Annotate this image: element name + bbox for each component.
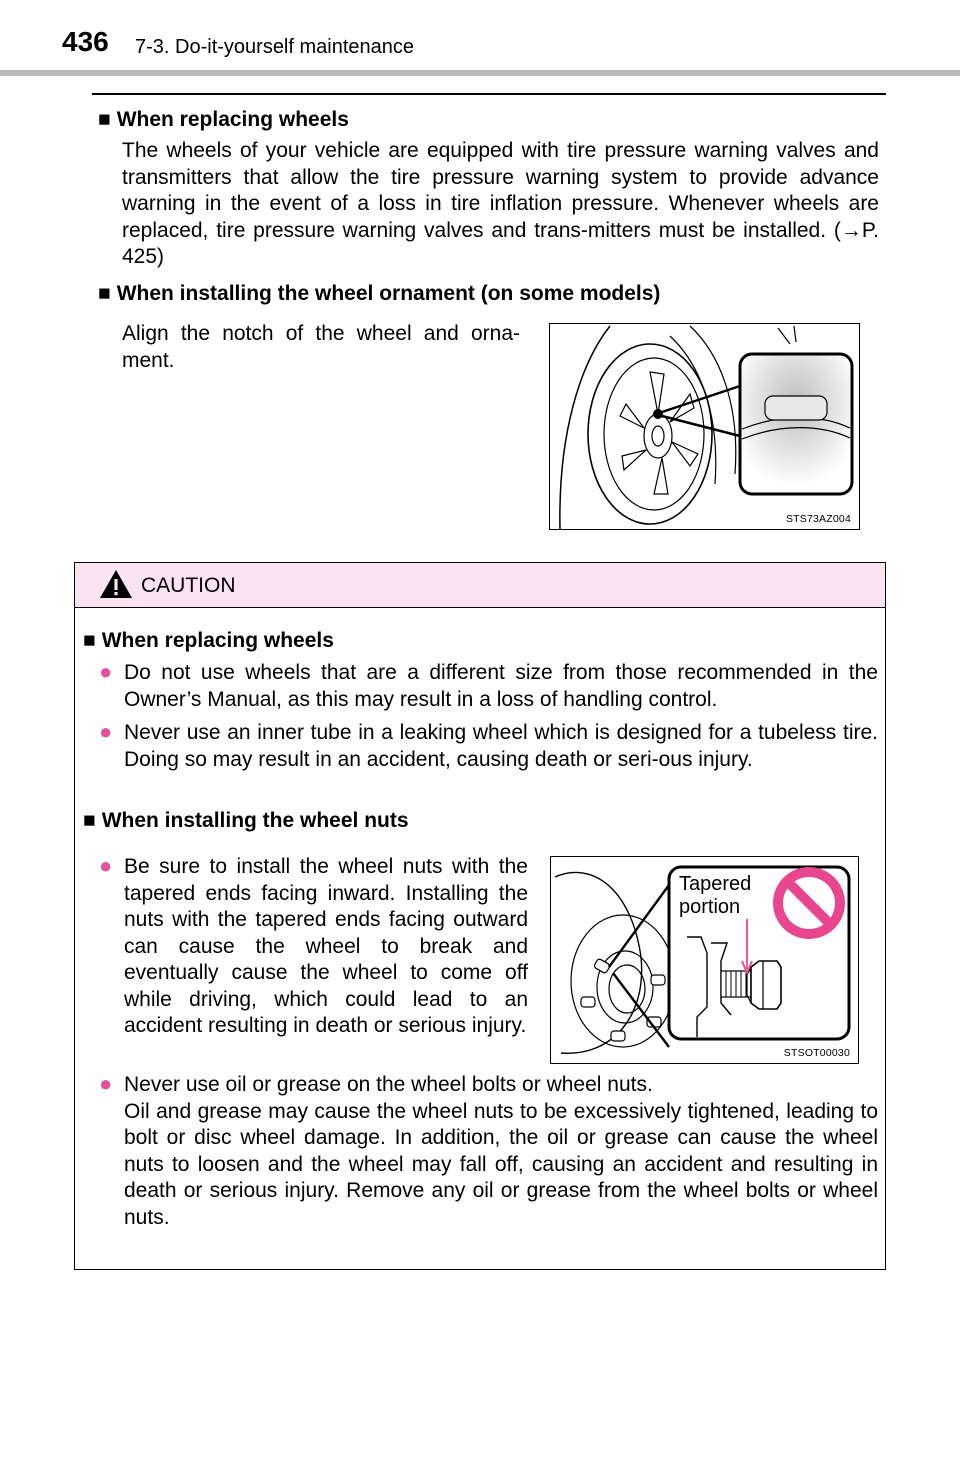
warning-triangle-icon xyxy=(99,568,133,600)
caution-bullet-2: Never use an inner tube in a leaking wheel which is designed for a tubeless tire. Doing so may result in an accident, causing death or seri-ous injury. xyxy=(124,721,878,771)
caution-header xyxy=(75,563,885,608)
tapered-portion-label xyxy=(679,873,751,919)
header-rule xyxy=(0,70,960,76)
caution-box xyxy=(74,562,886,1270)
bullet-icon: ● xyxy=(99,719,113,744)
heading-wheel-ornament xyxy=(98,282,660,306)
tapered-label-line2: portion xyxy=(679,896,741,918)
square-marker-icon: ■ xyxy=(83,629,96,652)
bullet-icon: ● xyxy=(99,853,113,878)
square-marker-icon: ■ xyxy=(83,809,96,832)
section-rule xyxy=(92,93,886,95)
heading-text: When installing the wheel nuts xyxy=(101,809,409,832)
figure-code: STS73AZ004 xyxy=(785,513,851,525)
caution-bullet-4 xyxy=(124,1072,878,1231)
square-marker-icon: ■ xyxy=(98,282,111,305)
caution-bullet-3: Be sure to install the wheel nuts with the tapered ends facing inward. Installing the nuts with the tapered ends facing outward can cause the wheel to break and eventually cause the wheel to come off while driving, which could lead to an accident resulting in death or serious injury. xyxy=(124,855,528,1037)
wheel-nut-figure xyxy=(550,856,859,1064)
wheel-ornament-body: Align the notch of the wheel and orna-ment. xyxy=(122,322,520,372)
wheel-ornament-figure xyxy=(549,323,860,530)
bullet-4-line1: Never use oil or grease on the wheel bolts or wheel nuts. xyxy=(124,1073,653,1096)
prohibition-icon xyxy=(773,867,845,939)
caution-bullet-1: Do not use wheels that are a different size from those recommended in the Owner’s Manual, as this may result in a loss of handling control. xyxy=(124,661,878,711)
caution-heading-replacing xyxy=(83,629,334,653)
caution-title: CAUTION xyxy=(141,574,236,597)
bullet-icon: ● xyxy=(99,659,113,684)
heading-replacing-wheels xyxy=(98,108,349,132)
heading-text: When installing the wheel ornament (on some models) xyxy=(116,282,661,305)
square-marker-icon: ■ xyxy=(98,108,111,131)
figure-code: STSOT00030 xyxy=(783,1047,850,1059)
page-number: 436 xyxy=(62,26,109,57)
tapered-label-line1: Tapered xyxy=(679,873,752,895)
bullet-icon: ● xyxy=(99,1071,113,1096)
caution-heading-nuts xyxy=(83,809,409,833)
bullet-4-line2: Oil and grease may cause the wheel nuts to be excessively tightened, leading to bolt or disc wheel damage. In addition, the oil or grease can cause the wheel nuts to loosen and the wheel may fall off, causing an accident and resulting in death or serious injury. Remove any oil or grease from the wheel bolts or wheel nuts. xyxy=(124,1099,878,1229)
heading-text: When replacing wheels xyxy=(101,629,334,652)
chapter-title: 7-3. Do-it-yourself maintenance xyxy=(135,36,415,58)
wheel-ornament-illustration xyxy=(550,324,859,529)
heading-text: When replacing wheels xyxy=(116,108,349,131)
replacing-wheels-body: The wheels of your vehicle are equipped with tire pressure warning valves and transmitters that allow the tire pressure warning system to provide advance warning in the event of a loss in tire inflation pressure. Whenever wheels are replaced, tire pressure warning valves and trans-mitters must be installed. (→P. 425) xyxy=(122,139,879,268)
